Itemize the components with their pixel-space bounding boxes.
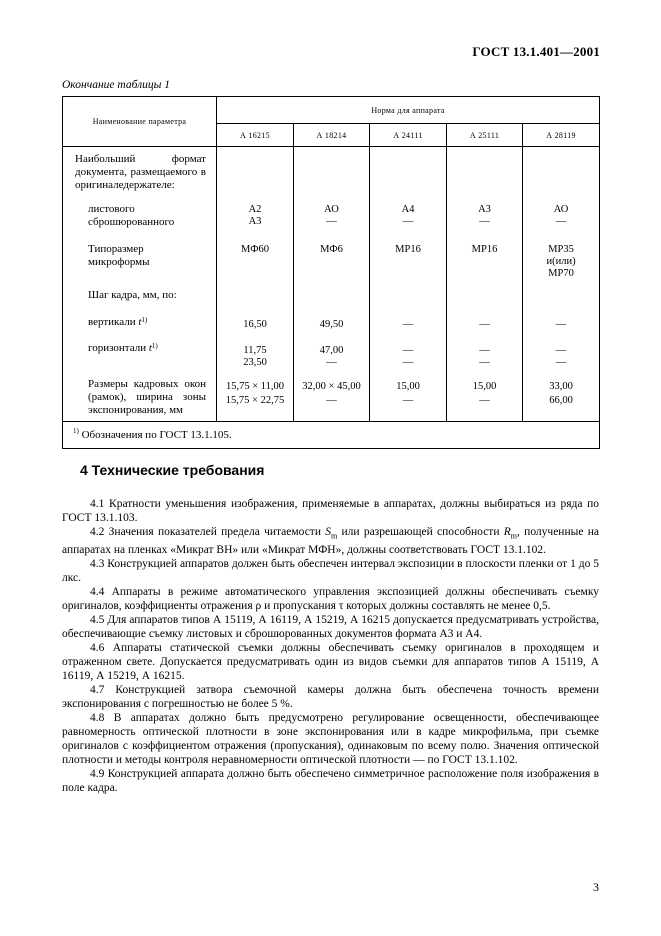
- value-horizontal-2: 23,50: [243, 357, 267, 368]
- value-microform: МР16: [471, 244, 498, 255]
- label-sizes: Размеры кадровых окон (рамок), ширина зоны экспонирования, мм: [88, 378, 206, 416]
- value-sizes: 32,00 × 45,00: [302, 381, 361, 392]
- value-sheet: А3: [478, 204, 491, 215]
- values-col-a24111: [370, 147, 447, 422]
- value-bound: А3: [248, 216, 262, 227]
- paragraph: 4.4 Аппараты в режиме автоматического управления экспозицией должны обеспечивать съемку оригиналов, коэффициенты отражения ρ и пропускания τ которых должны составлять не менее 0,5.: [62, 586, 599, 613]
- table-footnote: [63, 422, 600, 449]
- value-bound: —: [402, 216, 414, 227]
- paragraph: 4.6 Аппараты статической съемки должны обеспечивать съемку оригиналов в проходящем и отраженном свете. Допускается предусматривать один из видов съемки для аппаратов типов А 15119, А 16119, А 15219, А 16215.: [62, 642, 599, 683]
- value-horizontal: 47,00: [319, 345, 344, 356]
- value-bound: —: [555, 216, 567, 227]
- value-sizes: 15,00: [472, 381, 497, 392]
- label-microform: Типоразмер микроформы: [88, 243, 150, 268]
- value-sheet: А2: [248, 204, 262, 215]
- parameters-table: [62, 96, 600, 449]
- table-caption: Окончание таблицы 1: [62, 79, 170, 91]
- page-number: 3: [593, 880, 599, 894]
- value-sheet: АО: [324, 204, 339, 215]
- label-bound: сброшюрованного: [88, 216, 175, 228]
- values-col-a25111: [447, 147, 523, 422]
- value-microform: МР35: [548, 244, 574, 255]
- variable-t: t: [148, 342, 152, 354]
- value-horizontal-2: —: [555, 357, 567, 368]
- value-sheet: А4: [401, 204, 415, 215]
- label-sheet: листового: [88, 203, 135, 215]
- value-horizontal: —: [402, 345, 414, 356]
- value-vertical: —: [479, 319, 490, 330]
- paragraph: 4.5 Для аппаратов типов А 15119, А 16119, А 15219, А 16215 допускается предусматривать устройства, обеспечивающие съемку листовых и сброшюрованных документов формата А3 и А4.: [62, 614, 599, 641]
- value-vertical: —: [555, 319, 567, 330]
- value-horizontal-2: —: [326, 357, 337, 368]
- value-horizontal: —: [555, 345, 567, 356]
- footnote-ref: 1): [141, 316, 148, 324]
- value-vertical: 49,50: [319, 319, 344, 330]
- model-header: А 25111: [447, 124, 523, 147]
- value-microform: МР16: [395, 244, 421, 255]
- value-bound: —: [326, 216, 337, 227]
- value-horizontal-2: —: [402, 357, 414, 368]
- paragraph: 4.7 Конструкцией затвора съемочной камеры должна быть обеспечена точность времени экспонирования с погрешностью не более 5 %.: [62, 684, 599, 711]
- value-vertical: —: [402, 319, 414, 330]
- value-sizes: 33,00: [549, 381, 573, 392]
- norm-column-header: Норма для аппарата: [217, 97, 600, 124]
- values-col-a28119: [523, 147, 600, 422]
- paragraph: 4.1 Кратности уменьшения изображения, применяемые в аппаратах, должны выбираться из ряда по ГОСТ 13.1.103.: [62, 498, 599, 524]
- value-sizes: 15,75 × 11,00: [225, 381, 285, 392]
- value-vertical: 16,50: [243, 319, 267, 330]
- paragraph: 4.3 Конструкцией аппаратов должен быть обеспечен интервал экспозиции в плоскости пленки от 1 до 5 лкс.: [62, 558, 599, 585]
- model-header: А 28119: [523, 124, 600, 147]
- footnote-text: Обозначения по ГОСТ 13.1.105.: [81, 429, 232, 441]
- value-sizes-2: —: [479, 395, 490, 406]
- paragraph: 4.9 Конструкцией аппарата должно быть обеспечено симметричное расположение поля изображения в поле кадра.: [62, 768, 599, 795]
- model-header: А 16215: [217, 124, 294, 147]
- value-sizes-2: 15,75 × 22,75: [225, 395, 285, 406]
- value-microform: МФ6: [320, 244, 343, 255]
- value-sizes-2: —: [326, 395, 337, 406]
- label-vertical-text: вертикали: [88, 316, 136, 328]
- label-vertical: [88, 316, 206, 329]
- label-horizontal-text: горизонтали: [88, 342, 147, 354]
- value-sheet: АО: [553, 204, 569, 215]
- label-horizontal: [88, 342, 206, 355]
- footnote-ref: 1): [151, 342, 158, 350]
- param-labels-cell: [63, 147, 217, 422]
- value-horizontal: —: [479, 345, 490, 356]
- model-header: А 18214: [294, 124, 370, 147]
- values-col-a18214: [294, 147, 370, 422]
- value-microform-2: МР70: [548, 268, 574, 279]
- variable-t: t: [138, 316, 142, 328]
- footnote-mark: 1): [73, 427, 79, 435]
- value-microform-or: и(или): [546, 256, 576, 267]
- values-col-a16215: [217, 147, 294, 422]
- param-column-header: Наименование параметра: [63, 97, 217, 147]
- paragraph: 4.8 В аппаратах должно быть предусмотрено регулирование освещенности, обеспечивающее равномерность оптической плотности в зоне экспонирования или в кадре микрофильма, при съемке оригиналов с коэффициентом отражения (пропускания), одинаковым по всему полю. Значения оптической плотности и методы контроля неравномерности оптической плотности — по ГОСТ 13.1.102.: [62, 712, 599, 767]
- value-bound: —: [479, 216, 490, 227]
- value-horizontal-2: —: [479, 357, 490, 368]
- model-header: А 24111: [370, 124, 447, 147]
- value-horizontal: 11,75: [243, 345, 267, 356]
- value-microform: МФ60: [241, 244, 269, 255]
- value-sizes-2: 66,00: [549, 395, 573, 406]
- document-header: ГОСТ 13.1.401—2001: [472, 44, 600, 59]
- label-max-format: Наибольший формат документа, размещаемого в оригиналедержателе:: [75, 153, 206, 191]
- value-sizes: 15,00: [396, 381, 420, 392]
- label-frame-step: Шаг кадра, мм, по:: [88, 289, 177, 301]
- section-title: 4 Технические требования: [80, 462, 265, 478]
- value-sizes-2: —: [402, 395, 414, 406]
- paragraph: 4.2 Значения показателей предела читаемости $S_m$ или разрешающей способности $R_m$, полученные на аппаратах на пленках «Микрат ВН» или «Микрат МФН», должны соответствовать ГОСТ 13.1.102.: [62, 526, 599, 557]
- requirements-text: [62, 497, 599, 795]
